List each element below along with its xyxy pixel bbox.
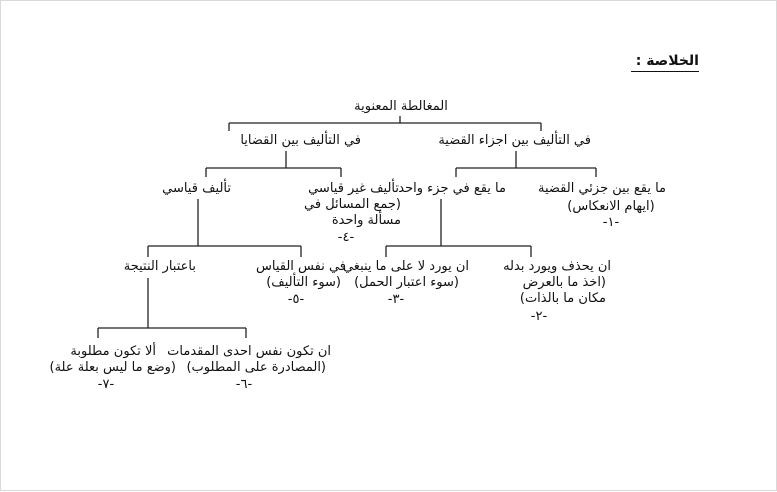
node-syllogistic: تأليف قياسي	[162, 181, 231, 196]
node-form-2: (سوء التأليف)	[266, 275, 341, 290]
node-root: المغالطة المعنوية	[354, 99, 448, 114]
node-two-parts: ما يقع بين جزئي القضية	[538, 181, 666, 196]
node-improper-1: ان يورد لا على ما ينبغي	[342, 259, 469, 274]
node-premise-number: -٦-	[235, 377, 253, 392]
node-premise-2: (المصادرة على المطلوب)	[186, 360, 326, 375]
node-improper-2: (سوء اعتبار الحمل)	[354, 275, 459, 290]
node-nonsyllogistic: تأليف غير قياسي	[308, 181, 399, 196]
node-not-required-2: (وضع ما ليس بعلة علة)	[49, 360, 176, 375]
node-premise-1: ان تكون نفس احدى المقدمات	[167, 344, 331, 359]
node-form-number: -٥-	[287, 292, 305, 307]
node-replace-1: ان يحذف ويورد بدله	[503, 259, 611, 274]
node-props: في التأليف بين القضايا	[240, 133, 361, 148]
node-not-required-number: -٧-	[97, 377, 115, 392]
node-nonsyllogistic-example-2: مسألة واحدة	[331, 213, 401, 228]
node-one-part: ما يقع في جزء واحد	[398, 181, 506, 196]
node-parts: في التأليف بين اجزاء القضية	[438, 133, 591, 148]
node-nonsyllogistic-number: -٤-	[337, 230, 355, 245]
node-replace-2: (اخذ ما بالعرض	[522, 275, 606, 290]
node-nonsyllogistic-example-1: (جمع المسائل في	[304, 197, 401, 212]
connector-lines	[1, 1, 777, 492]
title-underline	[631, 71, 699, 72]
node-two-parts-example: (ايهام الانعكاس)	[567, 199, 655, 214]
node-not-required-1: ألا تكون مطلوبة	[70, 344, 156, 359]
summary-title: الخلاصة :	[635, 53, 699, 69]
node-replace-3: مكان ما بالذات)	[519, 291, 606, 306]
node-result: باعتبار النتيجة	[123, 259, 196, 274]
node-form-1: في نفس القياس	[256, 259, 346, 274]
node-two-parts-number: -١-	[602, 215, 620, 230]
node-replace-number: -٢-	[530, 309, 548, 324]
node-improper-number: -٣-	[387, 292, 405, 307]
